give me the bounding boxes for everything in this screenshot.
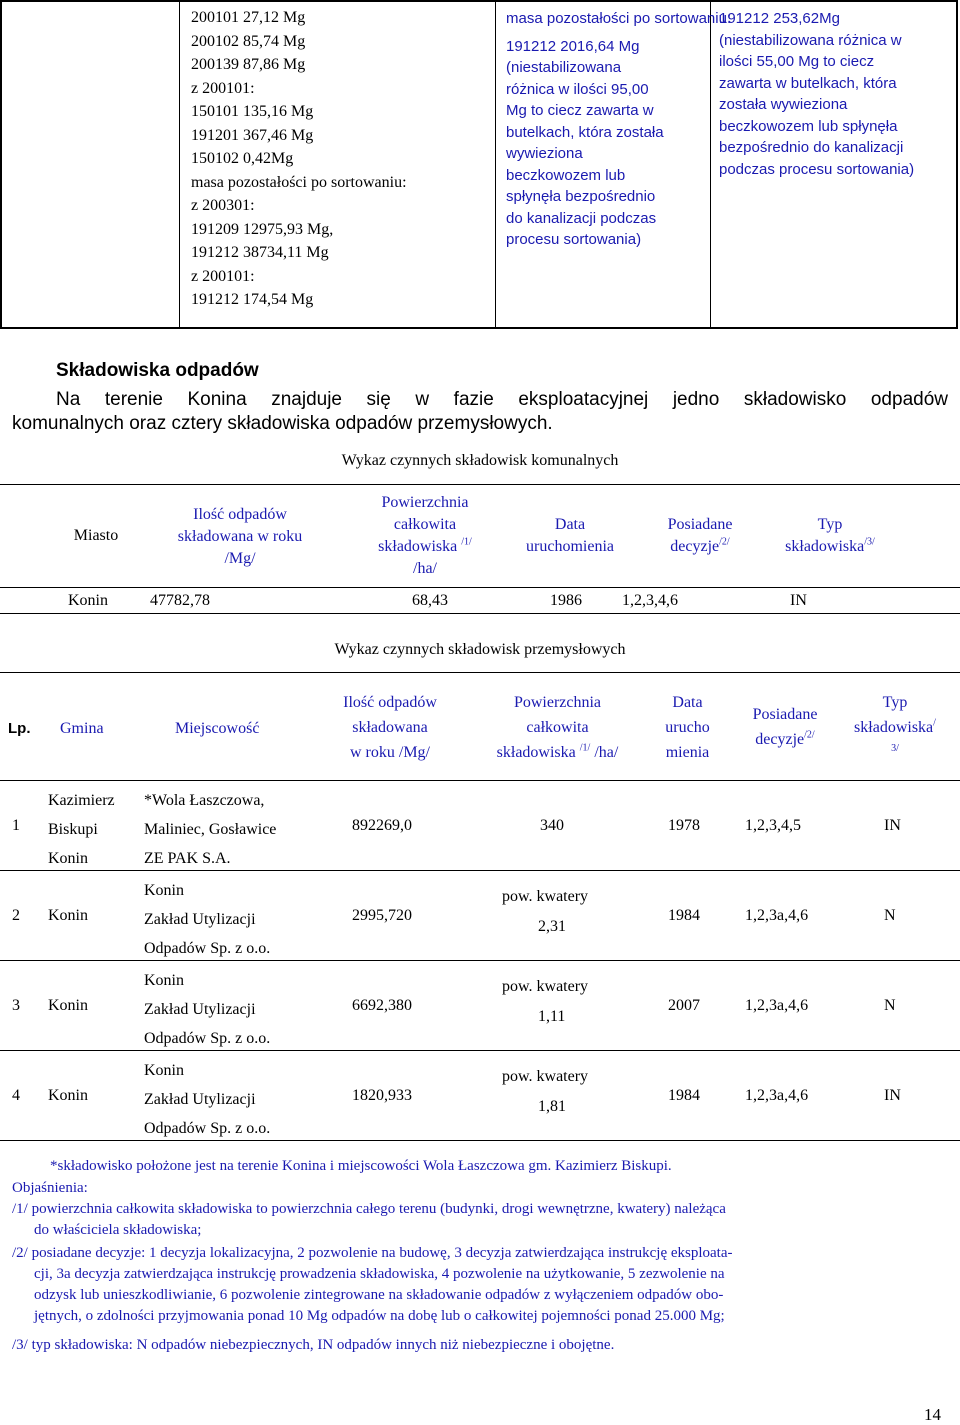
p-cell-miejscowosc: Konin: [144, 972, 184, 989]
col1-line: 200102 85,74 Mg: [191, 32, 306, 50]
p-header-ilosc-l1: Ilość odpadów: [343, 694, 437, 711]
p-cell-gmina: Konin: [48, 1087, 88, 1104]
p-cell-ilosc: 6692,380: [352, 997, 412, 1014]
p-cell-gmina: Konin: [48, 850, 88, 867]
header-data-l1: Data: [554, 516, 586, 533]
top-waste-table: [0, 0, 958, 329]
col2-line: procesu sortowania): [506, 231, 642, 248]
przemyslowe-table: [0, 672, 960, 1142]
p-cell-data: 1984: [668, 907, 700, 924]
col1-line: 191201 367,46 Mg: [191, 126, 314, 144]
p-header-typ-sup2: 3/: [891, 743, 899, 754]
p-cell-typ: N: [884, 997, 896, 1014]
p-row-divider: [0, 1050, 960, 1051]
p-cell-miejscowosc: *Wola Łaszczowa,: [144, 792, 265, 809]
p-header-pow-l1: Powierzchnia: [513, 694, 602, 711]
kom-cell-typ: IN: [790, 592, 807, 609]
note-1-line-1: /1/ powierzchnia całkowita składowiska to powierzchnia całego terenu (budynki, drogi wewnętrzne, kwatery) należąca: [12, 1201, 726, 1217]
komunalne-title: [0, 452, 960, 470]
p-cell-miejscowosc: Zakład Utylizacji: [144, 911, 256, 928]
p-header-pow-l3: składowiska: [496, 744, 576, 761]
col2-line: 191212 2016,64 Mg: [506, 37, 640, 55]
col2-line: beczkowozem lub: [506, 166, 626, 184]
p-cell-miejscowosc: Zakład Utylizacji: [144, 1001, 256, 1018]
col1-line: 150102 0,42Mg: [191, 150, 294, 167]
przemyslowe-title: [0, 641, 960, 659]
col1-line: z 200101:: [191, 267, 255, 285]
p-cell-miejscowosc: Konin: [144, 882, 184, 899]
p-header-decyzje-l2: decyzje: [755, 731, 805, 748]
note-2-line: jętnych, o zdolności przyjmowania ponad 10 Mg odpadów na dobę lub o całkowitej pojemności ponad 25.000 Mg;: [34, 1308, 725, 1324]
p-cell-miejscowosc: Odpadów Sp. z o.o.: [144, 1120, 271, 1137]
p-cell-typ: N: [884, 907, 896, 924]
p-cell-lp: 2: [12, 907, 20, 924]
kom-cell-miasto: Konin: [68, 592, 108, 609]
p-cell-pow: 340: [540, 817, 564, 834]
p-cell-ilosc: 1820,933: [352, 1087, 412, 1104]
header-typ: [765, 514, 895, 558]
p-header-typ: [840, 690, 950, 758]
col4-line: (niestabilizowana różnica w: [719, 31, 902, 49]
note-1-line-2: do właściciela składowiska;: [34, 1222, 202, 1238]
header-decyzje-sup: /2/: [719, 536, 730, 548]
p-header-decyzje-l1: Posiadane: [752, 706, 818, 723]
col1-line: 191209 12975,93 Mg,: [191, 220, 334, 238]
header-typ-l2: składowiska: [785, 538, 865, 555]
top-table-col4: [711, 2, 956, 327]
col2-header: masa pozostałości po sortowaniu:: [506, 10, 732, 27]
col2-lines: [506, 36, 710, 251]
p-header-typ-l1: Typ: [882, 694, 908, 711]
header-pow-l2: całkowita: [393, 516, 457, 533]
page-number: 14: [924, 1405, 941, 1424]
header-miasto: Miasto: [73, 527, 119, 544]
p-header-gmina: Gmina: [60, 720, 104, 737]
p-cell-pow: pow. kwatery: [502, 1068, 589, 1085]
p-header-ilosc-l3: w roku /Mg/: [350, 744, 430, 761]
col4-line: zawarta w butelkach, która: [719, 74, 897, 92]
p-cell-pow: 2,31: [538, 918, 566, 935]
p-cell-decyzje: 1,2,3a,4,6: [745, 907, 809, 924]
header-ilosc-l3: /Mg/: [224, 550, 256, 567]
p-header-powierzchnia: [470, 690, 645, 765]
p-cell-lp: 4: [12, 1087, 20, 1104]
intro-line-1: Na terenie Konina znajduje się w fazie eksploatacyjnej jedno składowisko odpadów: [56, 389, 948, 410]
komunalne-title-text: Wykaz czynnych składowisk komunalnych: [341, 452, 619, 469]
note-2-line: odzysk lub unieszkodliwianie, 6 pozwolenie zintegrowane na składowanie odpadów z wyłączeniem odpadów obo-: [34, 1287, 724, 1303]
p-header-ilosc-l2: składowana: [352, 719, 428, 736]
header-typ-l1: Typ: [817, 516, 843, 533]
p-cell-gmina: Konin: [48, 997, 88, 1014]
p-header-data-l3: mienia: [665, 744, 710, 761]
header-pow-l1: Powierzchnia: [381, 494, 469, 511]
header-ilosc-l1: Ilość odpadów: [193, 506, 287, 523]
p-cell-pow: 1,11: [538, 1008, 566, 1025]
col2-line: różnica w ilości 95,00: [506, 80, 649, 98]
p-row-divider: [0, 1140, 960, 1141]
p-cell-miejscowosc: Zakład Utylizacji: [144, 1091, 256, 1108]
col1-line: 200139 87,86 Mg: [191, 56, 306, 73]
p-cell-miejscowosc: Konin: [144, 1062, 184, 1079]
col1-line: z 200301:: [191, 197, 255, 214]
p-header-typ-l2: składowiska: [854, 719, 934, 736]
kom-cell-ilosc: 47782,78: [150, 592, 210, 609]
note-2-line: cji, 3a decyzja zatwierdzająca instrukcję prowadzenia składowiska, 4 pozwolenie na użytkowanie, 5 zezwolenie na: [34, 1266, 725, 1282]
col4-line: podczas procesu sortowania): [719, 160, 915, 178]
p-row-divider: [0, 870, 960, 871]
kom-cell-decyzje: 1,2,3,4,6: [622, 592, 678, 609]
section-title: Składowiska odpadów: [56, 360, 259, 381]
p-cell-data: 1984: [668, 1087, 700, 1104]
p-cell-pow: pow. kwatery: [502, 888, 589, 905]
p-header-data-l1: Data: [672, 694, 703, 711]
intro-line-2: komunalnych oraz cztery składowiska odpadów przemysłowych.: [12, 413, 553, 434]
p-header-pow-sup: /1/: [579, 742, 591, 754]
p-cell-typ: IN: [884, 1087, 901, 1104]
p-cell-ilosc: 892269,0: [352, 817, 412, 834]
p-header-pow-l2: całkowita: [526, 719, 589, 736]
header-pow-l4: /ha/: [413, 560, 437, 577]
col4-line: beczkowozem lub spłynęła: [719, 117, 898, 135]
przemyslowe-title-text: Wykaz czynnych składowisk przemysłowych: [334, 641, 626, 658]
col4-line: ilości 55,00 Mg to ciecz: [719, 53, 875, 70]
p-cell-miejscowosc: ZE PAK S.A.: [144, 850, 231, 867]
p-cell-data: 1978: [668, 817, 700, 834]
col1-line: 200101 27,12 Mg: [191, 9, 306, 26]
p-header-miejscowosc: Miejscowość: [175, 720, 260, 737]
col2-line: (niestabilizowana: [506, 59, 622, 76]
col2-line: butelkach, która została: [506, 123, 664, 141]
p-row-divider: [0, 960, 960, 961]
p-cell-lp: 3: [12, 997, 20, 1014]
p-cell-typ: IN: [884, 817, 901, 834]
p-cell-lp: 1: [12, 817, 20, 834]
header-decyzje-l1: Posiadane: [667, 516, 733, 533]
top-table-col1: [180, 2, 496, 327]
p-cell-miejscowosc: Odpadów Sp. z o.o.: [144, 1030, 271, 1047]
p-header-decyzje: [730, 702, 840, 752]
col1-line: 150101 135,16 Mg: [191, 103, 314, 120]
header-ilosc-l2: składowana w roku: [177, 528, 303, 545]
col1-line: 191212 174,54 Mg: [191, 291, 314, 308]
col2-line: do kanalizacji podczas: [506, 209, 657, 227]
p-header-lp: Lp.: [8, 720, 31, 737]
header-pow-l3: składowiska: [378, 538, 458, 555]
header-ilosc: [150, 504, 330, 570]
p-header-pow-unit: /ha/: [594, 744, 619, 761]
p-header-typ-sup1: /: [933, 717, 936, 729]
p-cell-gmina: Biskupi: [48, 821, 98, 838]
komunalne-table: [0, 484, 960, 614]
note-3: /3/ typ składowiska: N odpadów niebezpiecznych, IN odpadów innych niż niebezpieczne i obojętne.: [12, 1337, 615, 1353]
header-powierzchnia: [345, 492, 505, 580]
p-cell-gmina: Kazimierz: [48, 792, 115, 809]
p-cell-decyzje: 1,2,3a,4,6: [745, 1087, 809, 1104]
note-2-line: /2/ posiadane decyzje: 1 decyzja lokalizacyjna, 2 pozwolenie na budowę, 3 decyzja zatwierdzająca instrukcję eksploata-: [12, 1245, 733, 1261]
p-cell-gmina: Konin: [48, 907, 88, 924]
note-2: [12, 1243, 952, 1327]
col2-line: spłynęła bezpośrednio: [506, 188, 656, 205]
col2-line: Mg to ciecz zawarta w: [506, 102, 654, 119]
col4-line: bezpośrednio do kanalizacji: [719, 139, 904, 156]
top-table-col2: [496, 2, 732, 327]
p-cell-pow: 1,81: [538, 1098, 566, 1115]
kom-cell-pow: 68,43: [412, 592, 448, 609]
objasnienia-label: Objaśnienia:: [12, 1180, 88, 1196]
p-cell-miejscowosc: Odpadów Sp. z o.o.: [144, 940, 271, 957]
col1-line: z 200101:: [191, 79, 255, 97]
footnote: *składowisko położone jest na terenie Konina i miejscowości Wola Łaszczowa gm. Kazimierz Biskupi.: [50, 1158, 672, 1174]
header-data-l2: uruchomienia: [526, 538, 614, 555]
header-pow-sup: /1/: [461, 536, 472, 548]
col1-line: masa pozostałości po sortowaniu:: [191, 173, 407, 191]
p-cell-pow: pow. kwatery: [502, 978, 589, 995]
p-header-ilosc: [310, 690, 470, 765]
header-decyzje: [635, 514, 765, 558]
col4-line: 191212 253,62Mg: [719, 10, 840, 27]
col2-line: wywieziona: [506, 145, 583, 162]
header-decyzje-l2: decyzje: [670, 538, 720, 555]
header-typ-sup: /3/: [864, 536, 875, 548]
header-data: [505, 514, 635, 558]
p-header-data: [645, 690, 730, 765]
p-cell-miejscowosc: Maliniec, Gosławice: [144, 821, 277, 838]
col1-line: 191212 38734,11 Mg: [191, 244, 329, 261]
col4-line: została wywieziona: [719, 96, 848, 113]
p-cell-decyzje: 1,2,3,4,5: [745, 817, 801, 834]
p-cell-decyzje: 1,2,3a,4,6: [745, 997, 809, 1014]
p-cell-data: 2007: [668, 997, 700, 1014]
p-header-decyzje-sup: /2/: [804, 729, 815, 741]
p-cell-ilosc: 2995,720: [352, 907, 412, 924]
kom-cell-data: 1986: [550, 592, 582, 609]
p-header-data-l2: urucho: [665, 719, 710, 736]
top-table-empty-cell: [2, 2, 180, 327]
